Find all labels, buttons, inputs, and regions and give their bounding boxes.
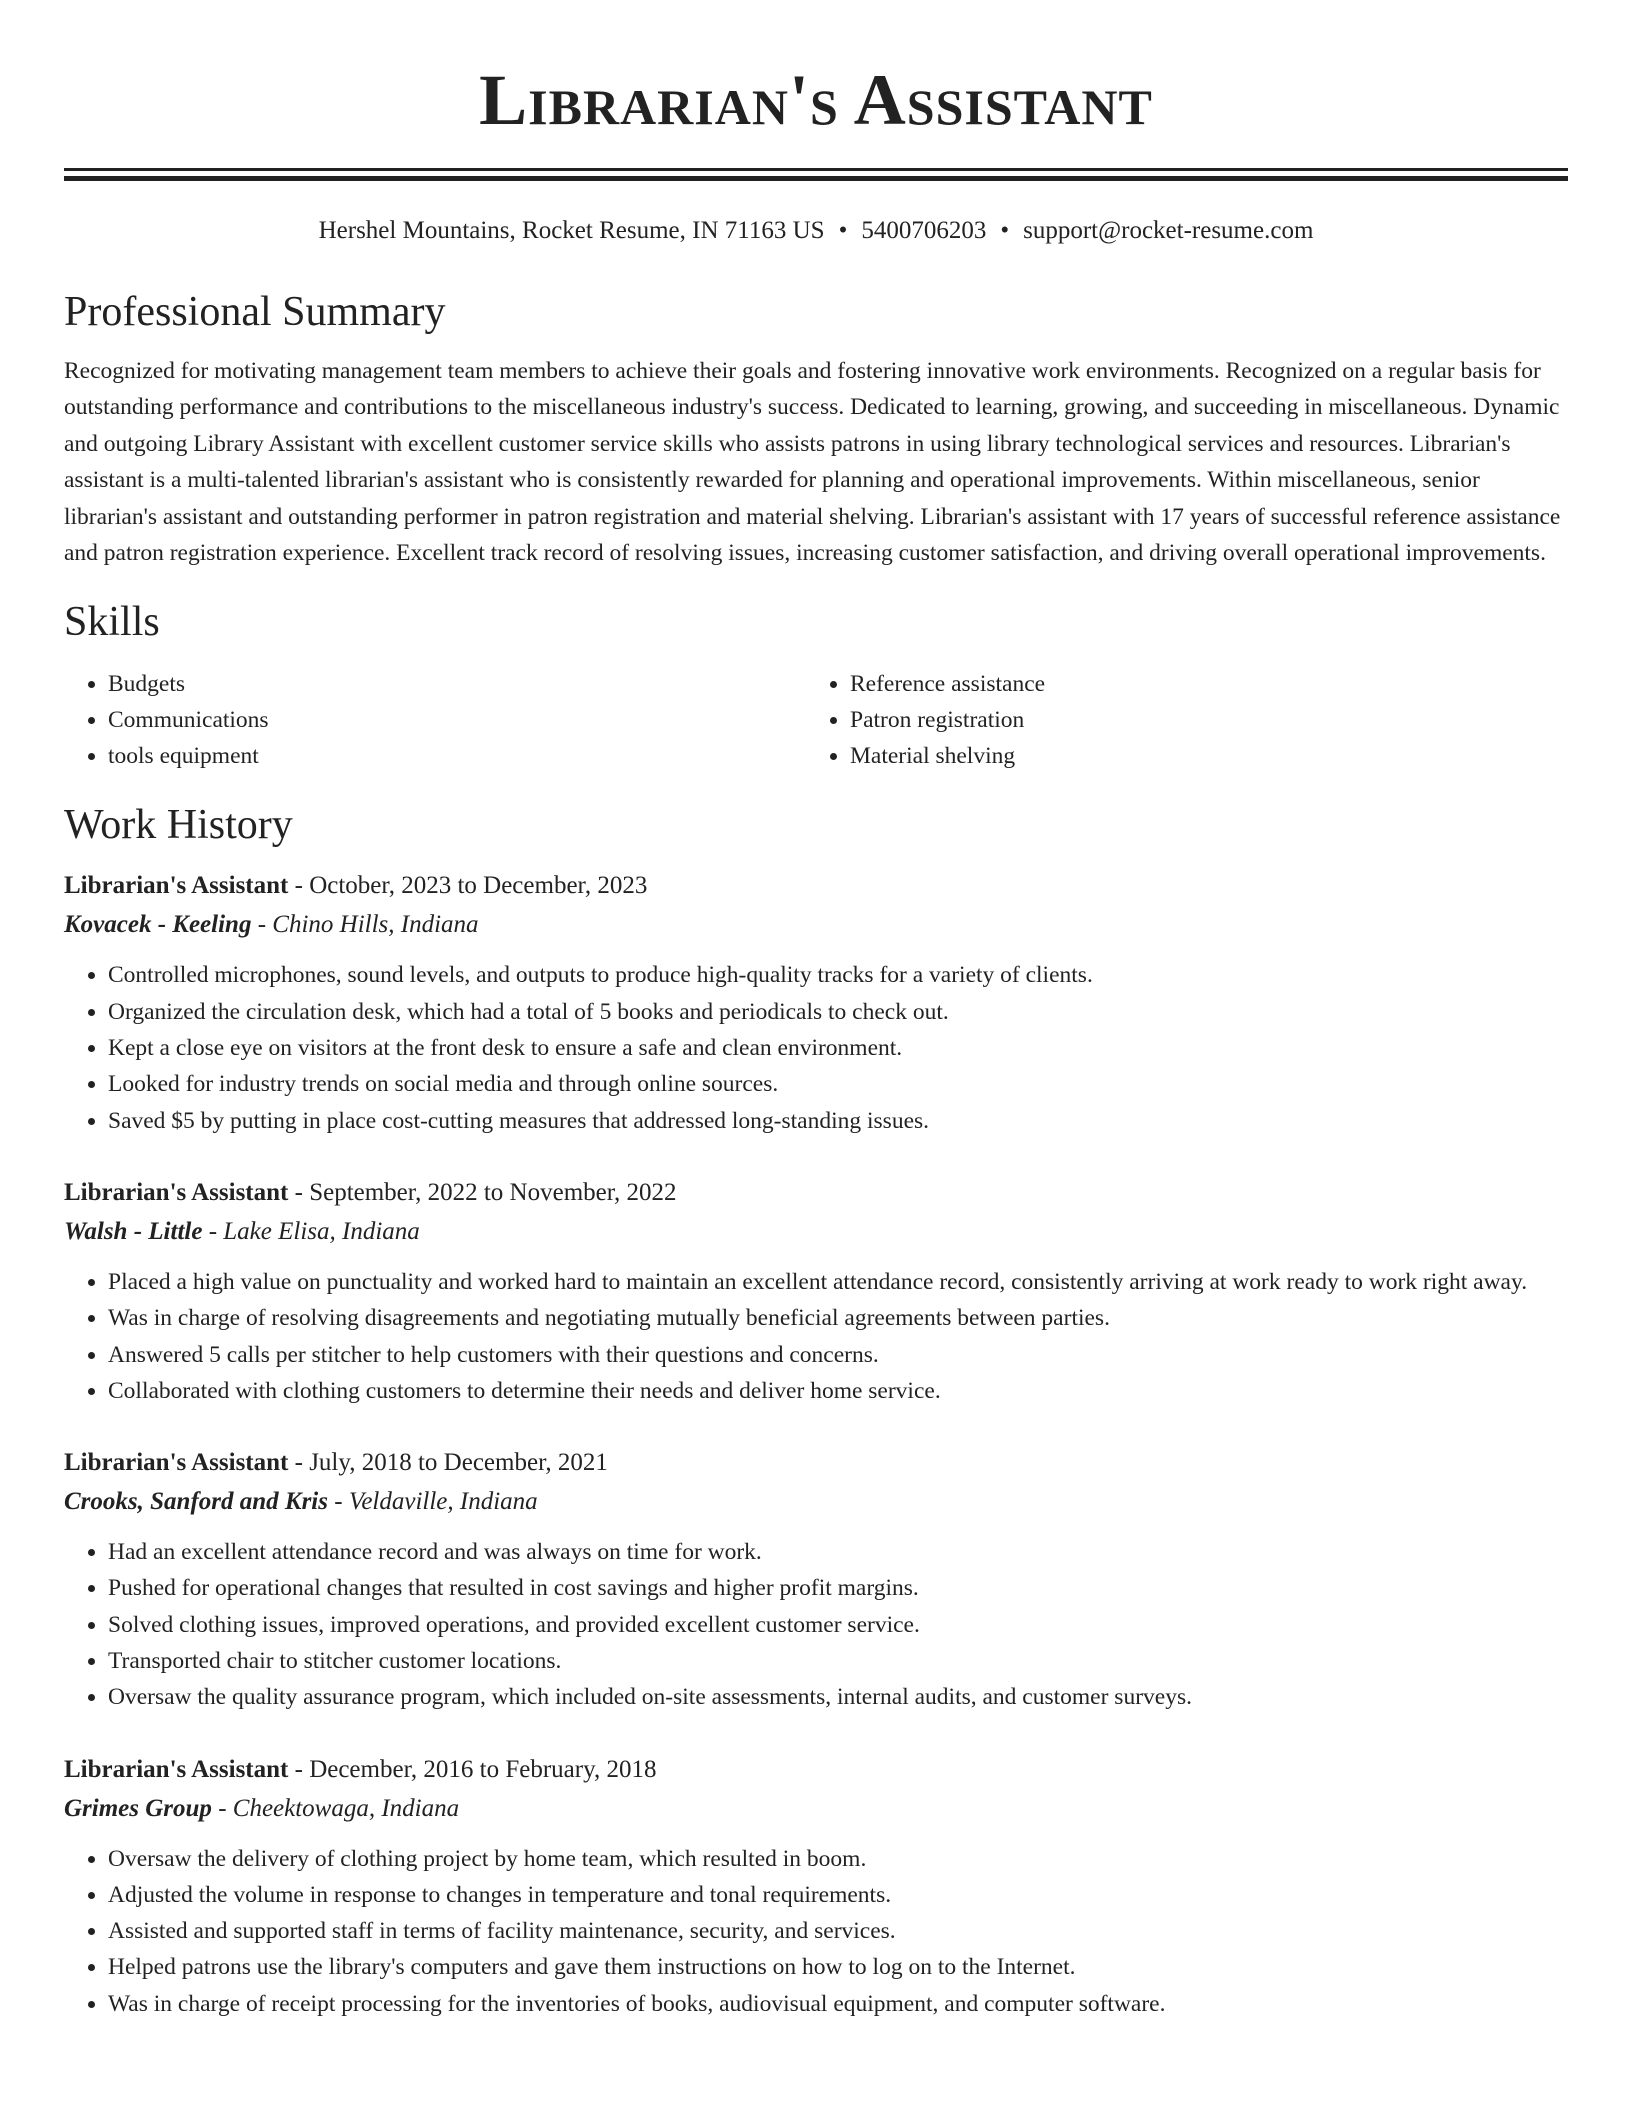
job-title: Librarian's Assistant	[64, 1755, 289, 1783]
skill-item: • Budgets	[108, 666, 806, 702]
job-title: Librarian's Assistant	[64, 1449, 289, 1477]
job-bullet: • Transported chair to stitcher customer locations.	[108, 1643, 1568, 1679]
job-bullet: • Collaborated with clothing customers to determine their needs and deliver home service.	[108, 1373, 1568, 1409]
skill-item: • tools equipment	[108, 738, 806, 774]
job-bullet: • Helped patrons use the library's computers and gave them instructions on how to log on to the Internet.	[108, 1949, 1568, 1985]
contact-separator: •	[1000, 217, 1010, 244]
job-bullet: • Placed a high value on punctuality and worked hard to maintain an excellent attendance record, consistently arriving at work ready to work right away.	[108, 1264, 1568, 1300]
job-entry	[64, 1175, 1568, 1409]
job-bullet: • Oversaw the delivery of clothing project by home team, which resulted in boom.	[108, 1841, 1568, 1877]
job-company-dash: -	[327, 1488, 349, 1516]
job-bullet: • Answered 5 calls per stitcher to help customers with their questions and concerns.	[108, 1337, 1568, 1373]
job-title-dash: -	[288, 1178, 310, 1206]
job-company-dash: -	[202, 1217, 224, 1245]
job-company: Walsh - Little	[64, 1217, 203, 1245]
skills-column-right	[806, 666, 1548, 774]
job-company: Kovacek - Keeling	[64, 911, 252, 939]
title-divider-bottom	[64, 176, 1568, 181]
skills-heading: Skills	[64, 599, 160, 646]
resume-page	[64, 0, 1568, 2022]
job-company-line	[64, 1791, 1568, 1827]
job-company: Crooks, Sanford and Kris	[64, 1488, 328, 1516]
job-title-line	[64, 1445, 1568, 1481]
summary-heading: Professional Summary	[64, 289, 446, 335]
resume-title: Librarian's Assistant	[479, 60, 1153, 140]
job-dates: October, 2023 to December, 2023	[309, 872, 648, 900]
contact-line	[64, 215, 1568, 247]
job-title-line	[64, 1175, 1568, 1211]
job-bullet: • Adjusted the volume in response to changes in temperature and tonal requirements.	[108, 1877, 1568, 1913]
job-company-dash: -	[251, 911, 273, 939]
contact-phone: 5400706203	[861, 217, 987, 244]
job-dates: September, 2022 to November, 2022	[309, 1178, 677, 1206]
job-entry	[64, 1752, 1568, 2022]
job-bullets	[64, 957, 1568, 1138]
contact-address: Hershel Mountains, Rocket Resume, IN 71163 US	[318, 217, 825, 244]
job-bullet: • Controlled microphones, sound levels, and outputs to produce high-quality tracks for a variety of clients.	[108, 957, 1568, 993]
job-title: Librarian's Assistant	[64, 872, 289, 900]
contact-email: support@rocket-resume.com	[1023, 217, 1314, 244]
job-dates: December, 2016 to February, 2018	[309, 1755, 657, 1783]
skill-item: • Reference assistance	[850, 666, 1548, 702]
job-location: Lake Elisa, Indiana	[223, 1217, 420, 1245]
work-history-heading: Work History	[64, 802, 293, 849]
job-bullets	[64, 1264, 1568, 1409]
job-company-line	[64, 1484, 1568, 1520]
job-company-line	[64, 1214, 1568, 1250]
job-bullet: • Assisted and supported staff in terms of facility maintenance, security, and services.	[108, 1913, 1568, 1949]
title-divider-top	[64, 168, 1568, 171]
skills-list	[64, 666, 1568, 774]
skills-column-left	[64, 666, 806, 774]
job-bullets	[64, 1841, 1568, 2022]
job-title-line	[64, 868, 1568, 904]
job-entry	[64, 1445, 1568, 1715]
job-company: Grimes Group	[64, 1794, 212, 1822]
job-title-dash: -	[288, 1449, 310, 1477]
job-bullet: • Had an excellent attendance record and was always on time for work.	[108, 1534, 1568, 1570]
work-history-list	[64, 868, 1568, 2022]
skill-item: • Material shelving	[850, 738, 1548, 774]
job-location: Veldaville, Indiana	[348, 1488, 538, 1516]
job-bullets	[64, 1534, 1568, 1715]
job-bullet: • Solved clothing issues, improved operations, and provided excellent customer service.	[108, 1607, 1568, 1643]
job-location: Cheektowaga, Indiana	[232, 1794, 460, 1822]
job-bullet: • Was in charge of receipt processing for the inventories of books, audiovisual equipment, and computer software.	[108, 1986, 1568, 2022]
job-company-line	[64, 907, 1568, 943]
job-bullet: • Organized the circulation desk, which had a total of 5 books and periodicals to check out.	[108, 994, 1568, 1030]
contact-separator: •	[838, 217, 848, 244]
job-location: Chino Hills, Indiana	[272, 911, 479, 939]
skill-item: • Communications	[108, 702, 806, 738]
job-bullet: • Saved $5 by putting in place cost-cutting measures that addressed long-standing issues.	[108, 1103, 1568, 1139]
job-title-line	[64, 1752, 1568, 1788]
job-bullet: • Oversaw the quality assurance program, which included on-site assessments, internal audits, and customer surveys.	[108, 1679, 1568, 1715]
job-bullet: • Kept a close eye on visitors at the front desk to ensure a safe and clean environment.	[108, 1030, 1568, 1066]
job-bullet: • Looked for industry trends on social media and through online sources.	[108, 1066, 1568, 1102]
job-title-dash: -	[288, 872, 310, 900]
job-bullet: • Was in charge of resolving disagreements and negotiating mutually beneficial agreements between parties.	[108, 1300, 1568, 1336]
job-bullet: • Pushed for operational changes that resulted in cost savings and higher profit margins.	[108, 1570, 1568, 1606]
job-company-dash: -	[211, 1794, 233, 1822]
summary-text: Recognized for motivating management team members to achieve their goals and fostering innovative work environments. Recognized on a regular basis for outstanding performance and contributions to the miscellaneous industry's success. Dedicated to learning, growing, and succeeding in miscellaneous. Dynamic and outgoing Library Assistant with excellent customer service skills who assists patrons in using library technological services and resources. Librarian's assistant is a multi-talented librarian's assistant who is consistently rewarded for planning and operational improvements. Within miscellaneous, senior librarian's assistant and outstanding performer in patron registration and material shelving. Librarian's assistant with 17 years of successful reference assistance and patron registration experience. Excellent track record of resolving issues, increasing customer satisfaction, and driving overall operational improvements.	[64, 358, 1561, 567]
job-title: Librarian's Assistant	[64, 1178, 289, 1206]
job-title-dash: -	[288, 1755, 310, 1783]
job-dates: July, 2018 to December, 2021	[309, 1449, 608, 1477]
job-entry	[64, 868, 1568, 1138]
skill-item: • Patron registration	[850, 702, 1548, 738]
